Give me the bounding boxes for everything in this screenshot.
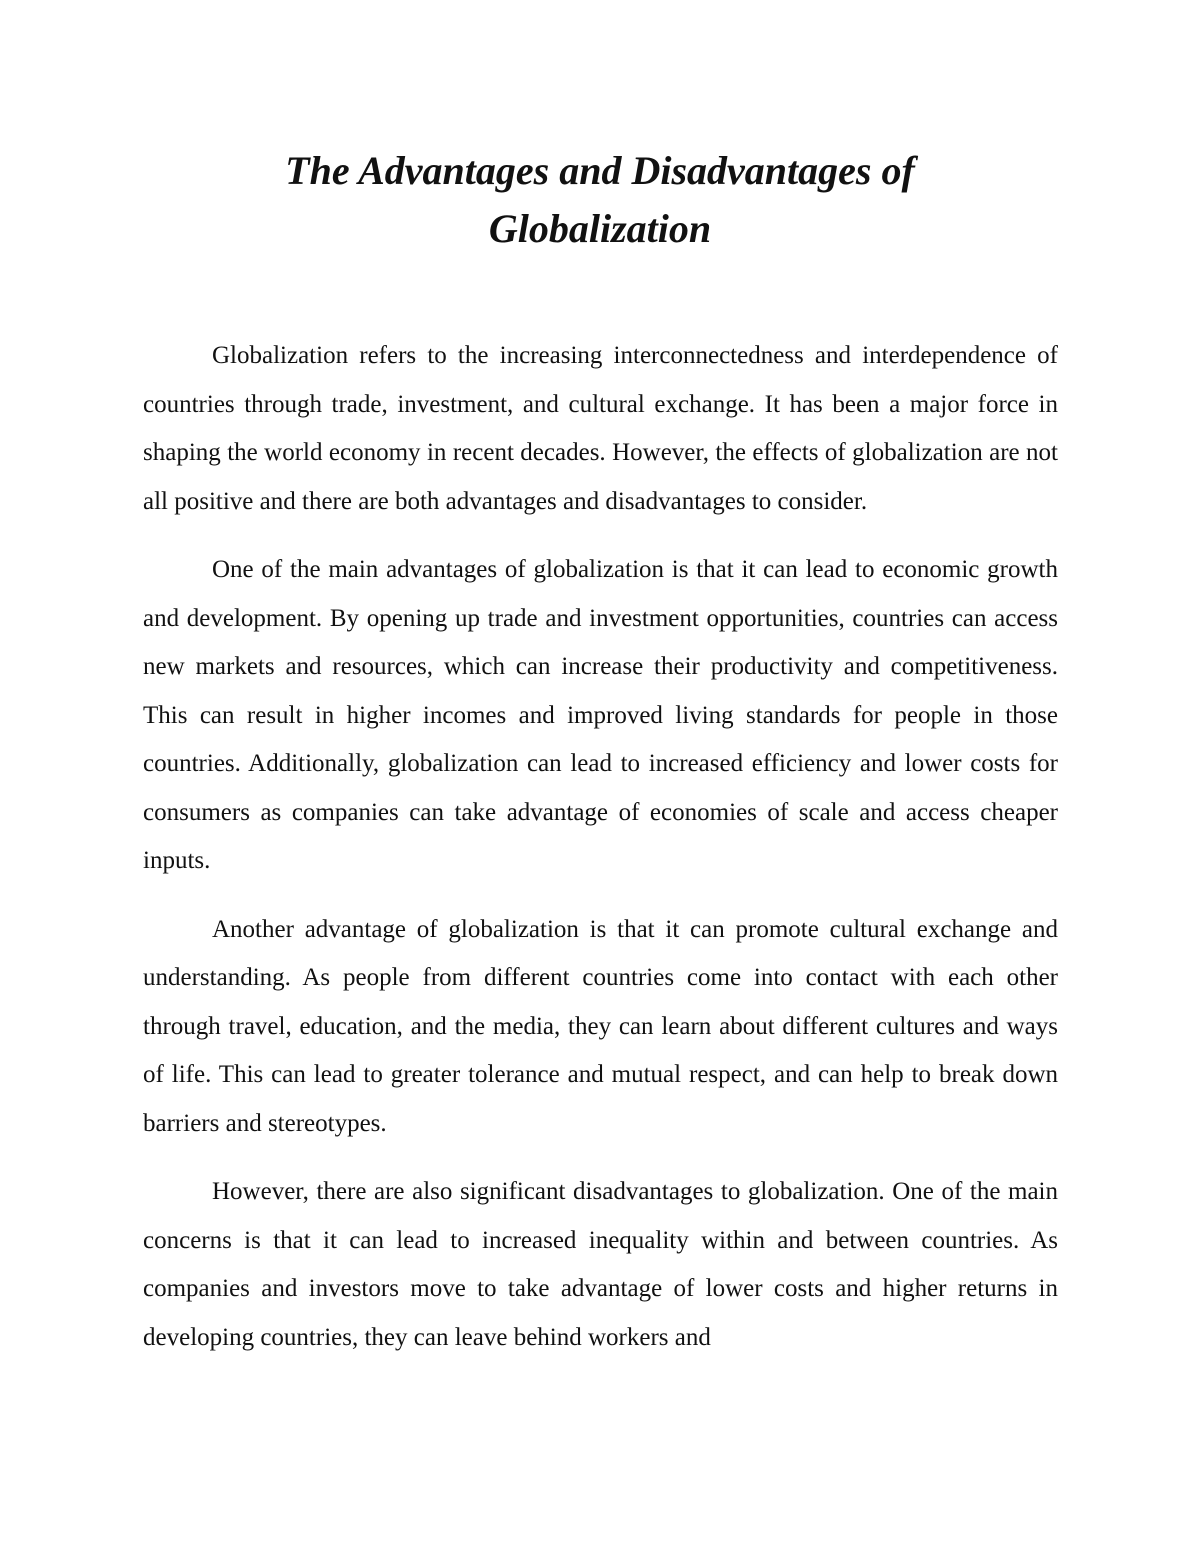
paragraph-intro: Globalization refers to the increasing interconnectedness and interdependence of countries through trade, investment, and cultural exchange. It has been a major force in shaping the world economy in recent decades. However, the effects of globalization are not all positive and there are both advantages and disadvantages to consider. bbox=[143, 342, 1058, 515]
title-line-1: The Advantages and Disadvantages of bbox=[285, 148, 915, 193]
document-title bbox=[140, 142, 1060, 258]
title-line-2: Globalization bbox=[488, 206, 712, 251]
paragraph-disadvantages: However, there are also significant disadvantages to globalization. One of the main concerns is that it can lead to increased inequality within and between countries. As companies and investors move to take advantage of lower costs and higher returns in developing countries, they can leave behind workers and bbox=[143, 1178, 1058, 1351]
paragraph-cultural-advantages: Another advantage of globalization is that it can promote cultural exchange and understanding. As people from different countries come into contact with each other through travel, education, and the media, they can learn about different cultures and ways of life. This can lead to greater tolerance and mutual respect, and can help to break down barriers and stereotypes. bbox=[143, 915, 1058, 1137]
document-body bbox=[143, 332, 1058, 1382]
paragraph-economic-advantages: One of the main advantages of globalization is that it can lead to economic growth and development. By opening up trade and investment opportunities, countries can access new markets and resources, which can increase their productivity and competitiveness. This can result in higher incomes and improved living standards for people in those countries. Additionally, globalization can lead to increased efficiency and lower costs for consumers as companies can take advantage of economies of scale and access cheaper inputs. bbox=[143, 556, 1058, 874]
